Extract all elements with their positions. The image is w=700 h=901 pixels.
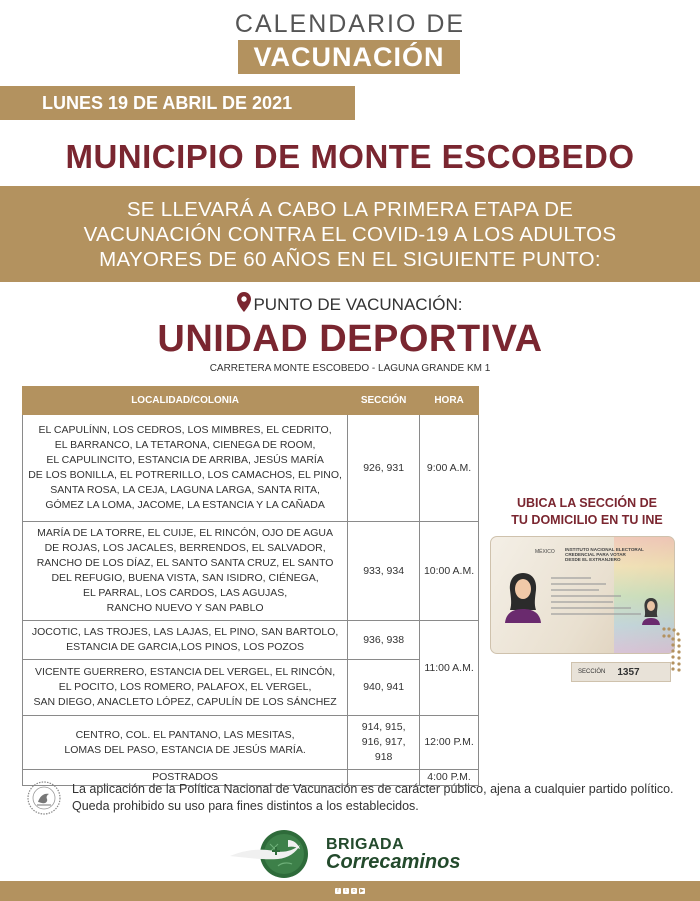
header-localidad: LOCALIDAD/COLONIA <box>23 387 348 415</box>
hora-cell: 4:00 P.M. <box>420 770 479 786</box>
direccion: CARRETERA MONTE ESCOBEDO - LAGUNA GRANDE KM 1 <box>209 363 491 374</box>
header-hora: HORA <box>420 387 479 415</box>
localidad-cell: POSTRADOS <box>23 770 348 786</box>
seccion-sample-label: SECCIÓN <box>578 669 606 675</box>
hora-cell: 9:00 A.M. <box>420 415 479 522</box>
hora-cell: 11:00 A.M. <box>420 621 479 716</box>
table-row <box>23 660 479 716</box>
header-seccion: SECCIÓN <box>348 387 420 415</box>
hora-cell: 12:00 P.M. <box>420 716 479 770</box>
seccion-cell: 926, 931 <box>348 415 420 522</box>
brand-line1: BRIGADA <box>326 836 405 853</box>
ine-card-illustration <box>490 536 675 654</box>
lugar-title: UNIDAD DEPORTIVA <box>157 318 543 360</box>
table-row <box>23 716 479 770</box>
mexico-seal-icon <box>26 780 62 816</box>
intro-banner <box>0 186 700 282</box>
intro-line: VACUNACIÓN CONTRA EL COVID-19 A LOS ADULTOS <box>83 223 617 246</box>
seccion-sample-box <box>571 662 671 682</box>
header-title-line2: VACUNACIÓN <box>238 40 460 74</box>
card-institution: INSTITUTO NACIONAL ELECTORAL CREDENCIAL PARA VOTAR DESDE EL EXTRANJERO <box>565 547 644 562</box>
card-text-lines <box>551 577 651 619</box>
header-title-line1: CALENDARIO DE <box>234 10 466 38</box>
punto-label-text: PUNTO DE VACUNACIÓN: <box>253 295 463 314</box>
intro-line: MAYORES DE 60 AÑOS EN EL SIGUIENTE PUNTO: <box>99 248 601 271</box>
person-thumbnail-icon <box>640 595 662 625</box>
youtube-icon[interactable]: ▶ <box>360 888 364 894</box>
date-banner: LUNES 19 DE ABRIL DE 2021 <box>0 86 355 120</box>
legal-notice: La aplicación de la Política Nacional de Vacunación es de carácter público, ajena a cualquier partido político. Queda prohibido su uso para fines distintos a los establecidos. <box>72 782 674 813</box>
localidad-cell: EL CAPULÍNN, LOS CEDROS, LOS MIMBRES, EL CEDRITO, EL BARRANCO, LA TETARONA, CIENEGA DE ROOM, EL CAPULINCITO, ESTANCIA DE ARRIBA, JESÚS MARÍA DE LOS BONILLA, EL POTRERILLO, LOS CAMACHOS, EL PINO, SANTA ROSA, LA CEJA, LAGUNA LARGA, SANTA RITA, GÓMEZ LA LOMA, JACOME, LA ESTANCIA Y LA CAÑADA <box>23 415 348 522</box>
location-pin-icon <box>237 292 251 312</box>
seccion-cell: 936, 938 <box>348 621 420 660</box>
municipio-title: MUNICIPIO DE MONTE ESCOBEDO <box>65 138 635 175</box>
seccion-cell: 914, 915, 916, 917, 918 <box>348 716 420 770</box>
instagram-icon[interactable]: o <box>352 888 356 894</box>
hora-cell: 10:00 A.M. <box>420 522 479 621</box>
seccion-cell: 940, 941 <box>348 660 420 716</box>
localidad-cell: VICENTE GUERRERO, ESTANCIA DEL VERGEL, EL RINCÓN, EL POCITO, LOS ROMERO, PALAFOX, EL VERGEL, SAN DIEGO, ANACLETO LÓPEZ, CAPULÍN DE LOS SÁNCHEZ <box>23 660 348 716</box>
table-row <box>23 621 479 660</box>
brigada-correcaminos-logo-icon <box>228 826 328 882</box>
punto-label <box>0 292 700 315</box>
facebook-icon[interactable]: f <box>335 888 341 894</box>
localidad-cell: MARÍA DE LA TORRE, EL CUIJE, EL RINCÓN, OJO DE AGUA DE ROJAS, LOS JACALES, BERRENDOS, EL SALVADOR, RANCHO DE LOS DÍAZ, EL SANTO SANTA CRUZ, EL SANTO DEL REFUGIO, BUENA VISTA, SAN ISIDRO, CIÉNEGA, EL PARRAL, LOS CARDOS, LAS AGUJAS, RANCHO NUEVO Y SAN PABLO <box>23 522 348 621</box>
intro-line: SE LLEVARÁ A CABO LA PRIMERA ETAPA DE <box>126 198 574 221</box>
table-row <box>23 522 479 621</box>
localidad-cell: JOCOTIC, LAS TROJES, LAS LAJAS, EL PINO, SAN BARTOLO, ESTANCIA DE GARCIA,LOS PINOS, LOS POZOS <box>23 621 348 660</box>
seccion-cell: 933, 934 <box>348 522 420 621</box>
seccion-sample-value: 1357 <box>617 666 640 678</box>
table-row <box>23 415 479 522</box>
schedule-table <box>22 386 479 786</box>
table-header-row <box>23 387 479 415</box>
card-country: MÉXICO <box>535 549 555 555</box>
footer-bar <box>0 881 700 901</box>
twitter-icon[interactable]: t <box>343 888 349 894</box>
person-avatar-icon <box>501 567 545 623</box>
brand-line2: Correcaminos <box>326 851 461 873</box>
ine-heading: UBICA LA SECCIÓN DE TU DOMICILIO EN TU INE <box>511 496 663 527</box>
localidad-cell: CENTRO, COL. EL PANTANO, LAS MESITAS, LOMAS DEL PASO, ESTANCIA DE JESÚS MARÍA. <box>23 716 348 770</box>
